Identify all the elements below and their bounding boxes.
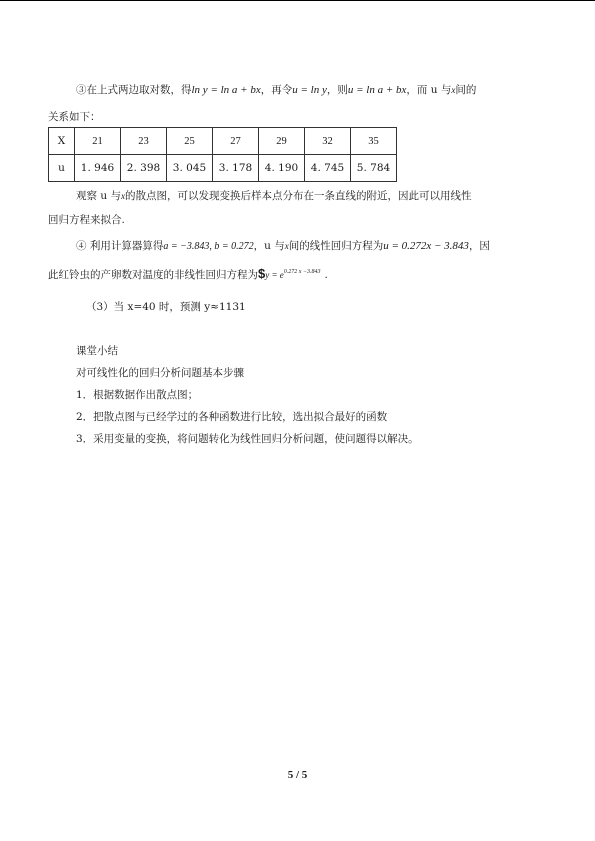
table-cell: 25 (167, 128, 213, 155)
variable-x: x (451, 85, 456, 95)
step3-line (76, 82, 476, 97)
step4-line (76, 238, 490, 253)
step3-text: ，则 (326, 84, 348, 96)
step3-text: 间的 (455, 84, 477, 96)
step4-line-2 (48, 266, 328, 282)
table-cell: 35 (351, 128, 397, 155)
summary-title: 课堂小结 (76, 345, 118, 357)
page-top-border (0, 0, 595, 1)
table-header-x: X (49, 128, 75, 155)
summary-item: 2．把散点图与已经学过的各种函数进行比较，选出拟合最好的函数 (76, 411, 388, 423)
observation-text: 的散点图，可以发现变换后样本点分布在一条直线的附近，因此可以用线性 (124, 190, 472, 202)
step4-text: ④ 利用计算器算得 (76, 240, 164, 252)
table-cell: 29 (259, 128, 305, 155)
table-cell: 4. 745 (305, 155, 351, 182)
equation-u-ln-y: u = ln y (292, 84, 327, 96)
exponent: 0.272 x −3.843 (283, 269, 321, 275)
table-cell: 3. 178 (213, 155, 259, 182)
y-hat-symbol: $ (258, 266, 266, 281)
table-cell: 3. 045 (167, 155, 213, 182)
summary-item: 3．采用变量的变换，将问题转化为线性回归分析问题，使问题得以解决。 (76, 433, 419, 445)
table-cell: 5. 784 (351, 155, 397, 182)
variable-x: x (120, 191, 125, 201)
step4-text: ，因 (468, 240, 490, 252)
table-cell: 23 (121, 128, 167, 155)
parameters-a-b: a = −3.843, b = 0.272 (163, 241, 254, 252)
table-cell: 4. 190 (259, 155, 305, 182)
step3-prefix: ③在上式两边取对数，得 (76, 84, 192, 96)
table-row-x (49, 128, 397, 155)
equation-u-linear: u = 0.272x − 3.843 (383, 240, 469, 252)
table-row-u (49, 155, 397, 182)
prediction-line: （3）当 x=40 时，预测 y≈1131 (86, 301, 246, 313)
equation-exponential: y = e (265, 270, 284, 280)
summary-item: 1．根据数据作出散点图； (76, 389, 199, 401)
data-table (48, 127, 397, 182)
step4-text: 间的线性回归方程为 (288, 240, 384, 252)
equation-ln-y: ln y = ln a + bx (191, 84, 261, 96)
table-cell: 2. 398 (121, 155, 167, 182)
step3-text: ，再令 (260, 84, 293, 96)
summary-subtitle: 对可线性化的回归分析问题基本步骤 (76, 367, 244, 379)
step4-text: 此红铃虫的产卵数对温度的非线性回归方程为 (48, 269, 258, 281)
step3-text: ，而 u 与 (406, 84, 452, 96)
observation-line-2: 回归方程来拟合. (48, 214, 125, 226)
page-number: 5 / 5 (287, 769, 308, 781)
variable-x: x (284, 241, 289, 251)
step4-text: ，u 与 (253, 240, 285, 252)
observation-line (76, 188, 471, 203)
table-cell: 32 (305, 128, 351, 155)
table-cell: 21 (75, 128, 121, 155)
table-header-u: u (49, 155, 75, 182)
observation-text: 观察 u 与 (76, 190, 121, 202)
table-cell: 1. 946 (75, 155, 121, 182)
period: . (324, 269, 328, 281)
table-cell: 27 (213, 128, 259, 155)
relation-label: 关系如下： (48, 111, 101, 123)
equation-u-ln-a: u = ln a + bx (347, 84, 407, 96)
